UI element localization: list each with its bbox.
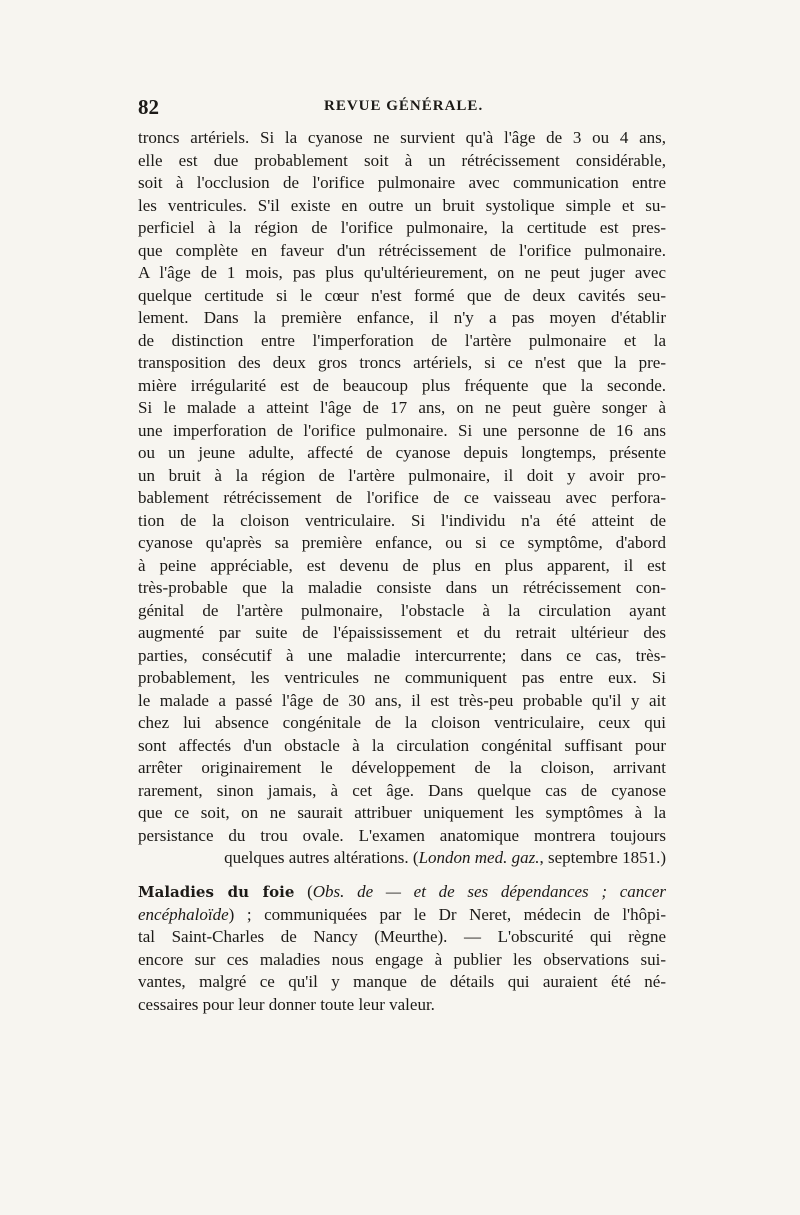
text-line: le malade a passé l'âge de 30 ans, il est très-peu probable qu'il y ait xyxy=(138,690,666,710)
section-title: Maladies du foie xyxy=(138,883,295,901)
author-credit: ) ; communiquées par le Dr Neret, médecin de l'hôpi- xyxy=(228,904,666,924)
text-line: très-probable que la maladie consiste dans un rétrécissement con- xyxy=(138,578,666,597)
text-line: soit à l'occlusion de l'orifice pulmonaire avec communication entre xyxy=(138,173,666,192)
section-subtitle: Obs. de — et de ses dépendances ; cancer xyxy=(312,882,667,901)
text-line: bablement rétrécissement de l'orifice de ce vaisseau avec perfora- xyxy=(138,488,666,507)
text-line: cessaires pour leur donner toute leur valeur. xyxy=(138,994,435,1014)
text-line: sont affectés d'un obstacle à la circulation congénital suffisant pour xyxy=(138,735,666,755)
text-line xyxy=(138,904,666,927)
text-line: arrêter originairement le développement de la cloison, arrivant xyxy=(138,758,666,777)
running-head xyxy=(138,95,666,121)
text-line: cyanose qu'après sa première enfance, ou si ce symptôme, d'abord xyxy=(138,533,666,552)
text-line: que complète en faveur d'un rétrécissement de l'orifice pulmonaire. xyxy=(138,240,666,260)
text-line: probablement, les ventricules ne communiquent pas entre eux. Si xyxy=(138,668,666,687)
text-line: une imperforation de l'orifice pulmonaire. Si une personne de 16 ans xyxy=(138,420,666,440)
section-subtitle-end: encéphaloïde xyxy=(138,904,229,924)
text-line: rarement, sinon jamais, à cet âge. Dans quelque cas de cyanose xyxy=(138,780,666,800)
journal-title: REVUE GÉNÉRALE. xyxy=(324,98,484,114)
text-line: vantes, malgré ce qu'il y manque de détails qui auraient été né- xyxy=(138,972,666,991)
text-line: encore sur ces maladies nous engage à publier les observations sui- xyxy=(138,949,666,969)
citation-text-start: quelques autres altérations. ( xyxy=(224,848,419,867)
paragraph-maladies-du-foie xyxy=(138,881,666,1016)
text-line: elle est due probablement soit à un rétrécissement considérable, xyxy=(138,150,666,170)
text-line: chez lui absence congénitale de la cloison ventriculaire, ceux qui xyxy=(138,713,666,732)
text-line: de distinction entre l'imperforation de l'artère pulmonaire et la xyxy=(138,330,666,350)
text-line: ou un jeune adulte, affecté de cyanose depuis longtemps, présente xyxy=(138,443,666,462)
page-number: 82 xyxy=(138,95,159,119)
text-line: augmenté par suite de l'épaississement et du retrait ultérieur des xyxy=(138,623,666,642)
text-line: troncs artériels. Si la cyanose ne survient qu'à l'âge de 3 ou 4 ans, xyxy=(138,128,666,147)
text-line: les ventricules. S'il existe en outre un bruit systolique simple et su- xyxy=(138,195,666,215)
text-line: mière irrégularité est de beaucoup plus fréquente que la seconde. xyxy=(138,375,666,395)
text-line: un bruit à la région de l'artère pulmonaire, il doit y avoir pro- xyxy=(138,465,666,485)
text-line: tion de la cloison ventriculaire. Si l'individu n'a été atteint de xyxy=(138,510,666,530)
text-line: génital de l'artère pulmonaire, l'obstacle à la circulation ayant xyxy=(138,600,666,620)
paragraph-cyanose xyxy=(138,127,666,870)
text-line: que ce soit, on ne saurait attribuer uniquement les symptômes à la xyxy=(138,803,666,822)
text-line: A l'âge de 1 mois, pas plus qu'ultérieurement, on ne peut juger avec xyxy=(138,263,666,282)
text-line: lement. Dans la première enfance, il n'y a pas moyen d'établir xyxy=(138,308,666,327)
text-line: perficiel à la région de l'orifice pulmonaire, la certitude est pres- xyxy=(138,218,666,237)
section-heading-line xyxy=(138,881,666,904)
text-line: quelque certitude si le cœur n'est formé que de deux cavités seu- xyxy=(138,285,666,305)
text-line: persistance du trou ovale. L'examen anatomique montrera toujours xyxy=(138,825,666,845)
text-line: à peine appréciable, est devenu de plus en plus apparent, il est xyxy=(138,555,666,575)
text-line: tal Saint-Charles de Nancy (Meurthe). — L'obscurité qui règne xyxy=(138,927,666,946)
text-line: parties, consécutif à une maladie intercurrente; dans ce cas, très- xyxy=(138,645,666,665)
citation-source: London med. gaz. xyxy=(418,848,540,867)
text-line-citation xyxy=(138,847,666,870)
text-line: transposition des deux gros troncs artériels, si ce n'est que la pre- xyxy=(138,353,666,372)
text-line: Si le malade a atteint l'âge de 17 ans, on ne peut guère songer à xyxy=(138,398,666,417)
title-paren-open: ( xyxy=(294,882,313,901)
citation-date: , septembre 1851.) xyxy=(539,848,666,867)
